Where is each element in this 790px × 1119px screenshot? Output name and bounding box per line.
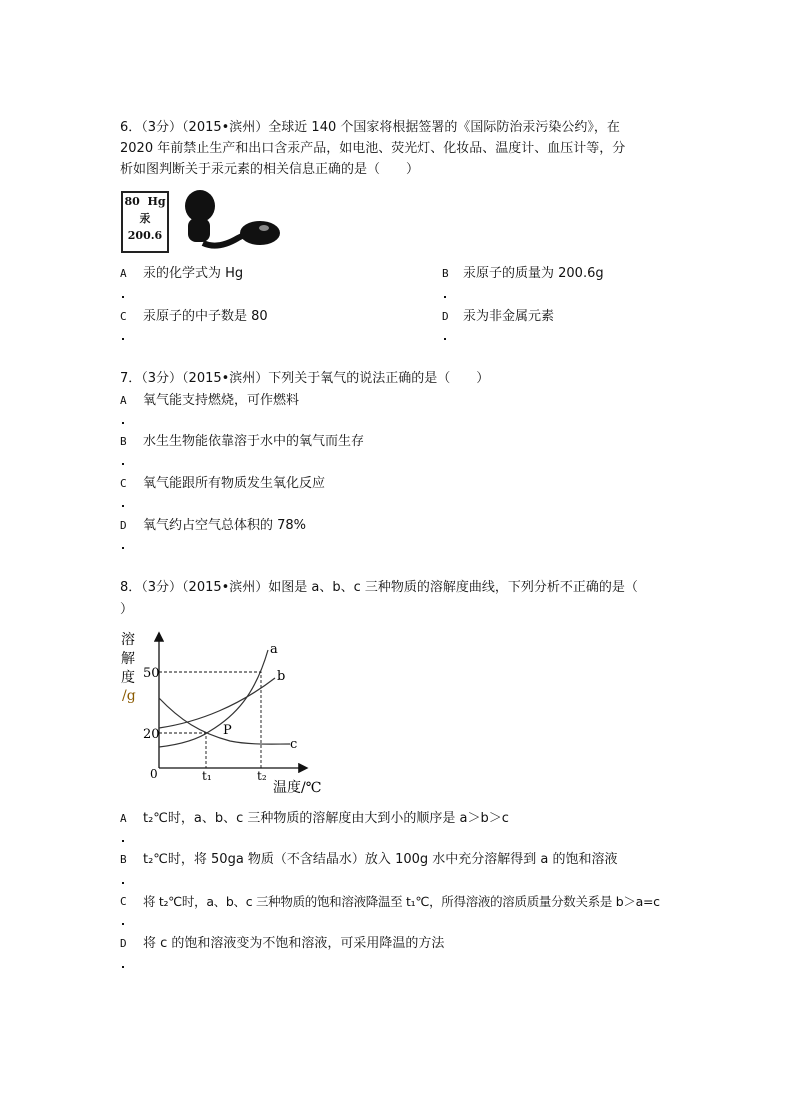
q7-option-a[interactable]: 氧气能支持燃烧，可作燃料 xyxy=(143,393,300,408)
q8-option-b[interactable]: t₂℃时，将 50ga 物质（不含结晶水）放入 100g 水中充分溶解得到 a 的饱和溶液 xyxy=(143,852,618,867)
option-letter-c: C xyxy=(120,895,127,908)
option-letter-c: C xyxy=(120,310,127,323)
question-6-line-2: 2020 年前禁止生产和出口含汞产品，如电池、荧光灯、化妆品、温度计、血压计等，分 xyxy=(120,141,626,156)
option-dot xyxy=(444,338,446,340)
element-name: 汞 xyxy=(139,212,151,225)
guide-lines xyxy=(159,672,261,768)
atomic-number: 80 xyxy=(124,195,140,208)
option-letter-d: D xyxy=(120,937,127,950)
q8-option-a[interactable]: t₂℃时，a、b、c 三种物质的溶解度由大到小的顺序是 a＞b＞c xyxy=(143,811,509,826)
atomic-mass: 200.6 xyxy=(127,229,163,242)
curve-label-b: b xyxy=(277,669,286,684)
ylabel-char: 解 xyxy=(121,651,135,667)
option-dot xyxy=(122,882,124,884)
q6-option-a[interactable]: 汞的化学式为 Hg xyxy=(143,266,244,281)
curve-a xyxy=(159,650,268,747)
q8-option-c[interactable]: 将 t₂℃时，a、b、c 三种物质的饱和溶液降温至 t₁℃，所得溶液的溶质质量分数关系是 b＞a=c xyxy=(143,894,660,909)
question-6-line-3: 析如图判断关于汞元素的相关信息正确的是（ ） xyxy=(120,162,420,177)
q6-option-c[interactable]: 汞原子的中子数是 80 xyxy=(143,309,268,324)
option-letter-b: B xyxy=(120,435,127,448)
y-tick-20: 20 xyxy=(143,727,160,742)
question-7-line-1: 7．（3分）（2015•滨州）下列关于氧气的说法正确的是（ ） xyxy=(120,371,490,386)
option-dot xyxy=(122,505,124,507)
option-dot xyxy=(122,966,124,968)
option-dot xyxy=(122,338,124,340)
x-axis-label: 温度/℃ xyxy=(273,780,322,796)
option-letter-a: A xyxy=(120,812,127,825)
q8-option-d[interactable]: 将 c 的饱和溶液变为不饱和溶液，可采用降温的方法 xyxy=(143,936,445,951)
ylabel-unit: /g xyxy=(122,688,136,704)
curve-label-c: c xyxy=(290,737,298,752)
x-tick-t1: t₁ xyxy=(202,769,212,783)
q7-option-b[interactable]: 水生生物能依靠溶于水中的氧气而生存 xyxy=(143,434,365,449)
q6-option-b[interactable]: 汞原子的质量为 200.6g xyxy=(463,266,604,281)
thermometer-blood-pressure-image xyxy=(178,188,284,254)
option-dot xyxy=(122,923,124,925)
option-letter-d: D xyxy=(120,519,127,532)
mercury-element-card xyxy=(121,191,169,253)
option-letter-c: C xyxy=(120,477,127,490)
option-dot xyxy=(122,547,124,549)
option-dot xyxy=(444,296,446,298)
curve-b xyxy=(159,678,275,728)
origin-label: 0 xyxy=(150,767,158,781)
solubility-curve-diagram xyxy=(110,620,360,800)
ylabel-char: 度 xyxy=(121,670,135,686)
option-letter-b: B xyxy=(442,267,449,280)
q6-option-d[interactable]: 汞为非金属元素 xyxy=(463,309,555,324)
option-letter-b: B xyxy=(120,853,127,866)
element-symbol: Hg xyxy=(147,195,166,208)
curve-label-a: a xyxy=(270,642,278,657)
option-dot xyxy=(122,296,124,298)
y-tick-50: 50 xyxy=(143,666,160,681)
x-tick-t2: t₂ xyxy=(257,769,267,783)
ylabel-char: 溶 xyxy=(121,632,135,648)
option-letter-d: D xyxy=(442,310,449,323)
option-dot xyxy=(122,463,124,465)
question-8-line-2: ） xyxy=(120,602,134,617)
question-8-line-1: 8．（3分）（2015•滨州）如图是 a、b、c 三种物质的溶解度曲线，下列分析不正确的是（ xyxy=(120,580,638,595)
option-dot xyxy=(122,422,124,424)
option-letter-a: A xyxy=(120,394,127,407)
q7-option-c[interactable]: 氧气能跟所有物质发生氧化反应 xyxy=(143,476,326,491)
option-letter-a: A xyxy=(120,267,127,280)
question-6-line-1: 6．（3分）（2015•滨州）全球近 140 个国家将根据签署的《国际防治汞污染公约》，在 xyxy=(120,120,620,135)
option-dot xyxy=(122,840,124,842)
point-p-label: P xyxy=(223,723,232,738)
q7-option-d[interactable]: 氧气约占空气总体积的 78% xyxy=(143,518,307,533)
